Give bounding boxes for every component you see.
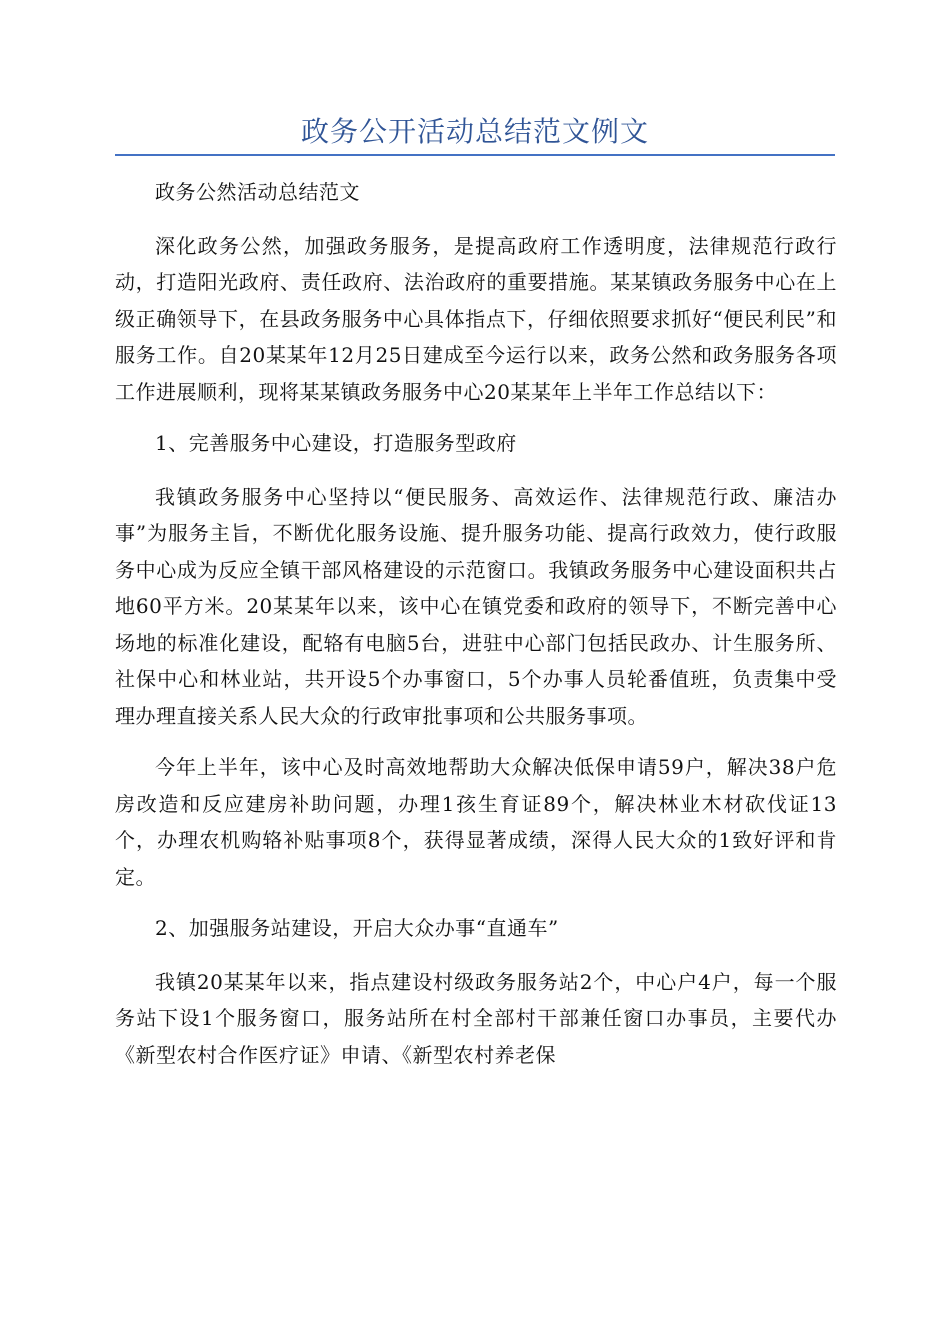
- paragraph-subtitle: 政务公然活动总结范文: [155, 180, 360, 204]
- paragraph-intro: 深化政务公然，加强政务服务，是提高政府工作透明度，法律规范行政行动，打造阳光政府、责任政府、法治政府的重要措施。某某镇政务服务中心在上级正确领导下，在县政务服务中心具体指点下，仔细依照要求抓好“便民利民”和服务工作。自20某某年12月25日建成至今运行以来，政务公然和政务服务各项工作进展顺利，现将某某镇政务服务中心20某某年上半年工作总结以下：: [115, 233, 837, 404]
- document-body: [115, 174, 837, 1088]
- section-heading-2: 2、加强服务站建设，开启大众办事“直通车”: [155, 916, 559, 940]
- paragraph-section-1-results: 今年上半年，该中心及时高效地帮助大众解决低保申请59户，解决38户危房改造和反应建房补助问题，办理1孩生育证89个，解决林业木材砍伐证13个，办理农机购辂补贴事项8个，获得显著成绩，深得人民大众的1致好评和肯定。: [115, 755, 837, 889]
- paragraph-section-1-body: 我镇政务服务中心坚持以“便民服务、高效运作、法律规范行政、廉洁办事”为服务主旨，不断优化服务设施、提升服务功能、提高行政效力，使行政服务中心成为反应全镇干部风格建设的示范窗口。我镇政务服务中心建设面积共占地60平方米。20某某年以来，该中心在镇党委和政府的领导下，不断完善中心场地的标准化建设，配辂有电脑5台，进驻中心部门包括民政办、计生服务所、社保中心和林业站，共开设5个办事窗口，5个办事人员轮番值班，负责集中受理办理直接关系人民大众的行政审批事项和公共服务事项。: [115, 484, 837, 728]
- paragraph-section-2-body: 我镇20某某年以来，指点建设村级政务服务站2个，中心户4户，每一个服务站下设1个服务窗口，服务站所在村全部村干部兼任窗口办事员，主要代办《新型农村合作医疗证》申请、《新型农村养老保: [115, 969, 837, 1067]
- section-heading-1: 1、完善服务中心建设，打造服务型政府: [155, 431, 517, 455]
- title-underline: [115, 154, 835, 156]
- document-title: 政务公开活动总结范文例文: [300, 115, 649, 148]
